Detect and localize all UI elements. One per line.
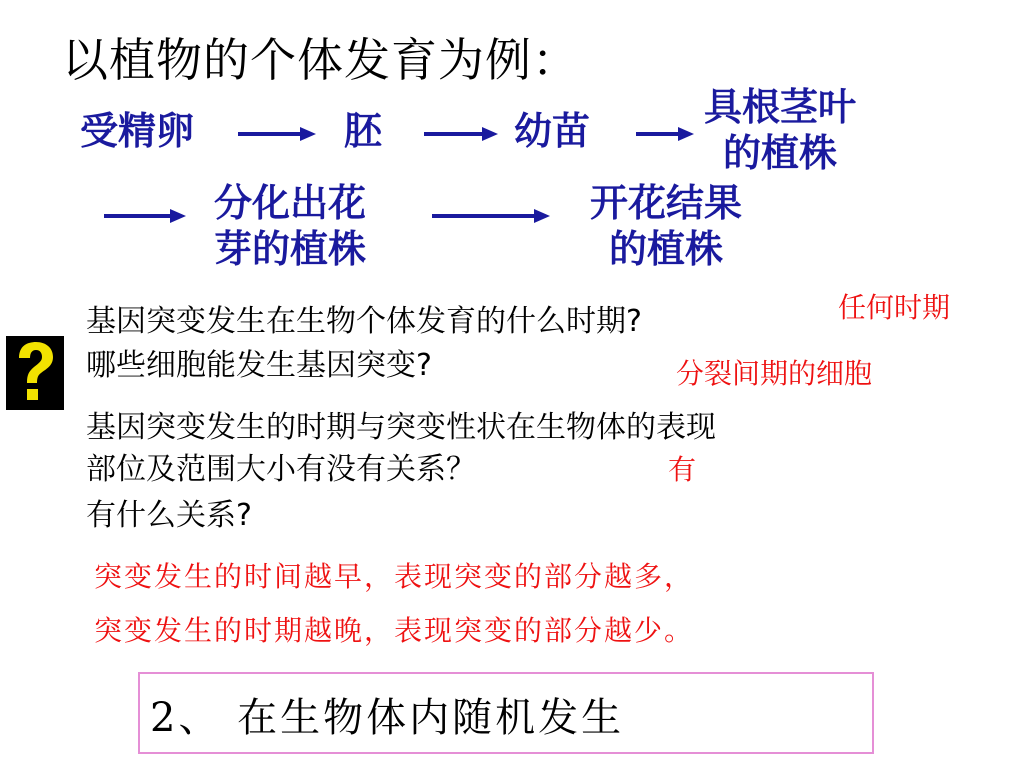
arrow-icon bbox=[432, 204, 552, 228]
arrow-icon bbox=[424, 122, 500, 146]
question-text: 基因突变发生的时期与突变性状在生物体的表现 bbox=[86, 410, 716, 445]
flow-node-line: 开花结果 bbox=[590, 181, 743, 225]
flow-node-flower-bud-plant bbox=[214, 180, 366, 272]
arrow-icon bbox=[636, 122, 696, 146]
conclusion-text: 突变发生的时间越早，表现突变的部分越多， bbox=[94, 560, 695, 593]
bottom-heading: 2、 在生物体内随机发生 bbox=[150, 695, 625, 741]
flow-node-line: 分化出花 bbox=[214, 181, 367, 225]
arrow-icon bbox=[104, 204, 188, 228]
flow-node-flowering-plant bbox=[590, 180, 742, 272]
flow-node-line: 的植株 bbox=[723, 131, 838, 175]
conclusion-text: 突变发生的时期越晚，表现突变的部分越少。 bbox=[94, 614, 695, 647]
flow-node-seedling: 幼苗 bbox=[514, 109, 591, 153]
question-text: 哪些细胞能发生基因突变? bbox=[86, 348, 432, 383]
question-text: 部位及范围大小有没有关系？ bbox=[86, 452, 476, 487]
flow-node-embryo: 胚 bbox=[344, 109, 383, 153]
flow-node-mature-plant bbox=[704, 84, 856, 176]
question-text: 基因突变发生在生物个体发育的什么时期? bbox=[86, 304, 642, 339]
flow-node-line: 的植株 bbox=[609, 227, 724, 271]
answer-text: 有 bbox=[668, 453, 697, 486]
question-text: 有什么关系? bbox=[86, 498, 252, 533]
flow-node-line: 具根茎叶 bbox=[704, 85, 857, 129]
arrow-icon bbox=[238, 122, 318, 146]
answer-text: 任何时期 bbox=[838, 291, 951, 324]
slide-title: 以植物的个体发育为例： bbox=[62, 33, 579, 87]
answer-text: 分裂间期的细胞 bbox=[676, 357, 873, 390]
question-mark-icon bbox=[6, 336, 64, 410]
flow-node-zygote: 受精卵 bbox=[80, 109, 195, 153]
flow-node-line: 芽的植株 bbox=[214, 227, 367, 271]
